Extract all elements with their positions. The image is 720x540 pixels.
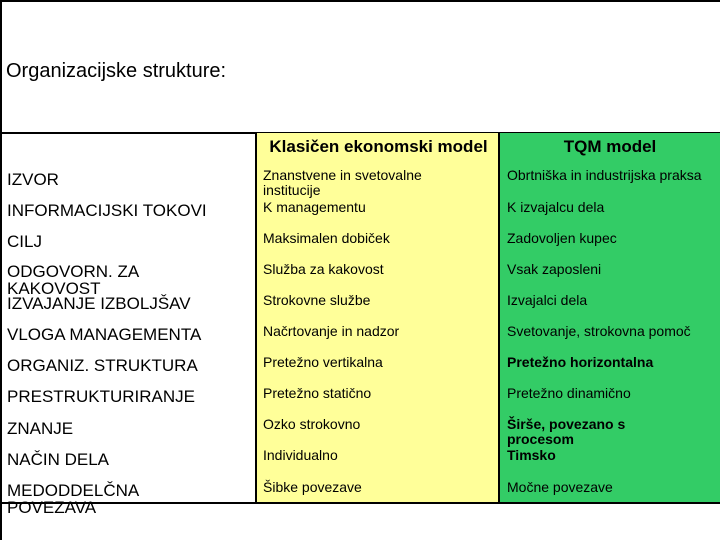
- row-tqm-izvor: Obrtniška in industrijska praksa: [507, 167, 702, 183]
- column-divider-1: [255, 133, 257, 503]
- row-tqm-izvajanje-izboljsav: Izvajalci dela: [507, 292, 588, 308]
- row-tqm-prestrukturiranje: Pretežno dinamično: [507, 385, 631, 401]
- header-tqm-model: [500, 133, 720, 163]
- header-tqm-label: TQM model: [563, 137, 657, 156]
- row-econ-vloga-managementa: Načrtovanje in nadzor: [263, 323, 400, 339]
- row-label-izvajanje-izboljsav: IZVAJANJE IZBOLJŠAV: [7, 294, 191, 313]
- row-tqm-nacin-dela: Timsko: [507, 447, 556, 463]
- row-tqm-organiz-struktura: Pretežno horizontalna: [507, 354, 654, 370]
- column-divider-2: [498, 133, 500, 503]
- row-label-znanje: ZNANJE: [7, 419, 74, 438]
- row-econ-odgovorn-za-kakovost: Služba za kakovost: [263, 261, 384, 277]
- slide-title: Organizacijske strukture:: [6, 60, 227, 82]
- header-econ-model: [257, 133, 500, 163]
- row-econ-informacijski-tokovi: K managementu: [263, 199, 366, 215]
- row-label-organiz-struktura: ORGANIZ. STRUKTURA: [7, 356, 198, 375]
- row-econ-cilj: Maksimalen dobiček: [263, 230, 390, 246]
- row-tqm-znanje: Širše, povezano s procesom: [507, 416, 626, 447]
- row-label-prestrukturiranje: PRESTRUKTURIRANJE: [7, 387, 195, 406]
- row-econ-medoddelcna-povezava: Šibke povezave: [263, 479, 362, 495]
- row-label-nacin-dela: NAČIN DELA: [7, 450, 110, 469]
- row-tqm-odgovorn-za-kakovost: Vsak zaposleni: [507, 261, 602, 277]
- row-econ-izvor: Znanstvene in svetovalne institucije: [263, 167, 422, 198]
- row-econ-nacin-dela: Individualno: [263, 447, 338, 463]
- row-econ-izvajanje-izboljsav: Strokovne službe: [263, 292, 371, 308]
- row-tqm-vloga-managementa: Svetovanje, strokovna pomoč: [507, 323, 691, 339]
- row-tqm-cilj: Zadovoljen kupec: [507, 230, 617, 246]
- row-label-odgovorn-za-kakovost: ODGOVORN. ZA KAKOVOST: [7, 262, 139, 298]
- row-label-vloga-managementa: VLOGA MANAGEMENTA: [7, 325, 202, 344]
- row-label-cilj: CILJ: [7, 232, 42, 251]
- row-tqm-informacijski-tokovi: K izvajalcu dela: [507, 199, 605, 215]
- row-econ-organiz-struktura: Pretežno vertikalna: [263, 354, 383, 370]
- row-label-izvor: IZVOR: [7, 170, 59, 189]
- row-econ-prestrukturiranje: Pretežno statično: [263, 385, 372, 401]
- row-econ-znanje: Ozko strokovno: [263, 416, 361, 432]
- row-label-medoddelcna-povezava: MEDODDELČNA POVEZAVA: [7, 481, 139, 517]
- row-label-informacijski-tokovi: INFORMACIJSKI TOKOVI: [7, 201, 207, 220]
- header-econ-label: Klasičen ekonomski model: [269, 137, 488, 156]
- row-tqm-medoddelcna-povezava: Močne povezave: [507, 479, 613, 495]
